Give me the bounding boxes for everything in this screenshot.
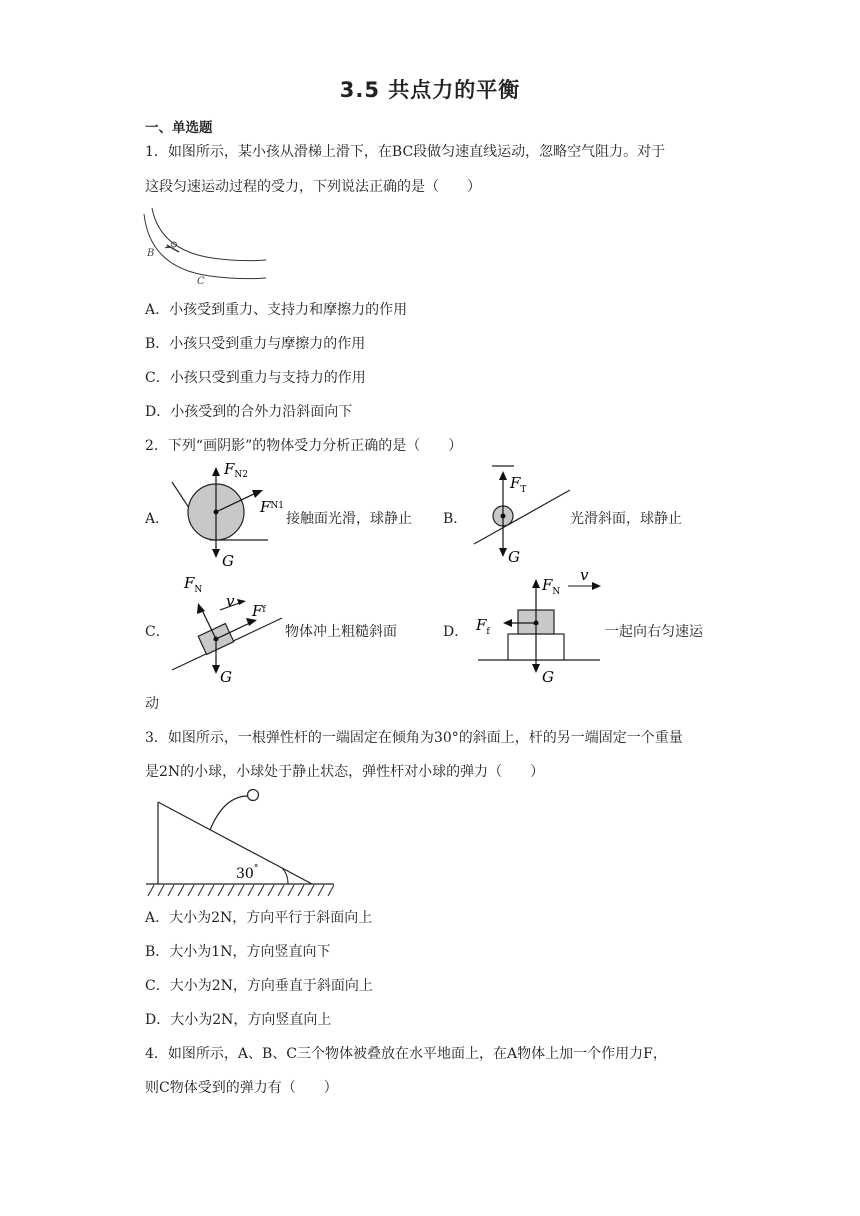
q1-label-b: B	[147, 248, 155, 259]
q2-option-d-text: 一起向右匀速运	[605, 624, 703, 640]
q2-option-a-letter: A．	[145, 511, 170, 527]
q2-option-d-text-cont: 动	[145, 696, 159, 712]
q3-stem-line1: 3．如图所示，一根弹性杆的一端固定在倾角为30°的斜面上，杆的另一端固定一个重量	[145, 730, 683, 746]
q2-option-c-letter: C．	[145, 624, 170, 640]
q3-option-c: C．大小为2N，方向垂直于斜面向上	[145, 978, 373, 994]
q1-option-d: D．小孩受到的合外力沿斜面向下	[145, 404, 353, 420]
q2b-figure	[470, 462, 574, 572]
q2-option-b-text: 光滑斜面，球静止	[570, 511, 682, 527]
q2b-g-label: G	[508, 548, 520, 566]
q2d-fn-label: $F_N$	[542, 576, 561, 597]
q2-option-a-text: 接触面光滑，球静止	[286, 511, 412, 527]
q3-angle-label: 30°	[236, 864, 259, 882]
q2c-ff-label: $F^f$	[252, 602, 266, 620]
q2a-fn2-label: $F_{N2}$	[224, 460, 249, 480]
q2c-v-label: v	[226, 592, 235, 610]
q2b-ft-label: $F_T$	[510, 474, 527, 495]
q2d-v-label: v	[580, 570, 589, 584]
q2d-g-label: G	[542, 668, 554, 686]
q1-stem-line1: 1．如图所示，某小孩从滑梯上滑下，在BC段做匀速直线运动，忽略空气阻力。对于	[145, 144, 666, 160]
q2d-figure	[472, 570, 604, 686]
q1-option-c: C．小孩只受到重力与支持力的作用	[145, 370, 366, 386]
q2c-fn-label: $F_N$	[184, 574, 203, 595]
q2-option-c-text: 物体冲上粗糙斜面	[285, 624, 397, 640]
q3-stem-line2: 是2N的小球，小球处于静止状态，弹性杆对小球的弹力（ ）	[145, 764, 545, 780]
q2a-fn1-label: $F^{N1}$	[260, 498, 285, 516]
q3-option-a: A．大小为2N，方向平行于斜面向上	[145, 910, 373, 926]
q2c-figure	[168, 574, 286, 686]
q2d-ff-label: $F_f$	[476, 616, 490, 637]
q1-stem-line2: 这段匀速运动过程的受力，下列说法正确的是（ ）	[145, 179, 481, 195]
q1-option-a: A．小孩受到重力、支持力和摩擦力的作用	[145, 302, 408, 318]
q1-label-c: C	[197, 276, 205, 287]
q3-option-d: D．大小为2N，方向竖直向上	[145, 1012, 332, 1028]
q2a-figure	[166, 458, 300, 576]
q2-stem: 2．下列“画阴影”的物体受力分析正确的是（ ）	[145, 438, 463, 454]
q2-option-b-letter: B．	[443, 511, 468, 527]
q3-incline-figure	[144, 786, 336, 898]
q2-option-d-letter: D．	[443, 624, 469, 640]
q4-stem-line1: 4．如图所示，A、B、C三个物体被叠放在水平地面上，在A物体上加一个作用力F，	[145, 1046, 667, 1062]
page-title: 3.5 共点力的平衡	[339, 78, 521, 102]
q2a-g-label: G	[222, 552, 234, 570]
q4-stem-line2: 则C物体受到的弹力有（ ）	[145, 1080, 338, 1096]
q3-option-b: B．大小为1N，方向竖直向下	[145, 944, 331, 960]
q1-option-b: B．小孩只受到重力与摩擦力的作用	[145, 336, 366, 352]
q2c-g-label: G	[220, 668, 232, 686]
section-heading: 一、单选题	[145, 120, 213, 136]
q1-slide-figure	[140, 204, 272, 288]
